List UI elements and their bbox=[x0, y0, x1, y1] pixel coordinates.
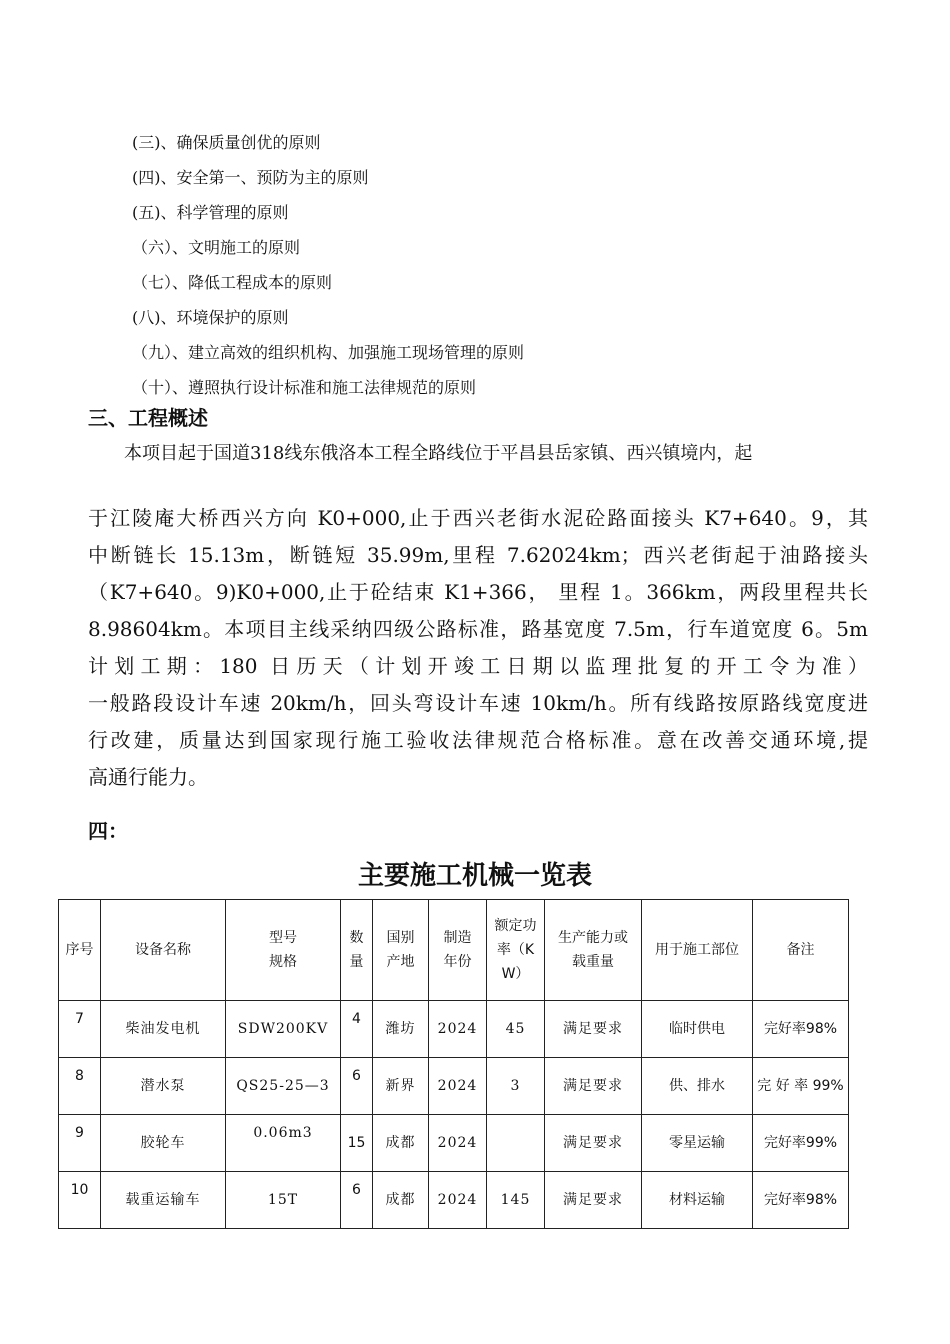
cell-name: 潜水泵 bbox=[101, 1058, 226, 1115]
cell-name: 载重运输车 bbox=[101, 1172, 226, 1229]
header-note: 备注 bbox=[753, 900, 849, 1001]
paragraph-line: 于江陵庵大桥西兴方向 K0+000,止于西兴老街水泥砼路面接头 K7+640。9，其 bbox=[88, 506, 868, 530]
cell-model: SDW200KV bbox=[226, 1001, 341, 1058]
cell-year: 2024 bbox=[429, 1001, 487, 1058]
header-usage: 用于施工部位 bbox=[642, 900, 753, 1001]
cell-power bbox=[487, 1115, 545, 1172]
header-name: 设备名称 bbox=[101, 900, 226, 1001]
cell-no: 9 bbox=[59, 1115, 101, 1172]
section-heading-overview: 三、工程概述 bbox=[88, 406, 208, 430]
cell-capacity: 满足要求 bbox=[545, 1115, 642, 1172]
cell-usage: 临时供电 bbox=[642, 1001, 753, 1058]
principle-item: （九）、建立高效的组织机构、加强施工现场管理的原则 bbox=[132, 343, 525, 362]
cell-usage: 零星运输 bbox=[642, 1115, 753, 1172]
header-year: 制造 年份 bbox=[429, 900, 487, 1001]
principle-item: （六）、文明施工的原则 bbox=[132, 238, 301, 257]
header-power: 额定功率（KW） bbox=[487, 900, 545, 1001]
cell-name: 柴油发电机 bbox=[101, 1001, 226, 1058]
paragraph-line: 一般路段设计车速 20km/h，回头弯设计车速 10km/h。所有线路按原路线宽度进 bbox=[88, 691, 868, 715]
cell-model: QS25-25—3 bbox=[226, 1058, 341, 1115]
principle-item: （七）、降低工程成本的原则 bbox=[132, 273, 333, 292]
paragraph-line: 中断链长 15.13m，断链短 35.99m,里程 7.62024km；西兴老街起于油路接头 bbox=[88, 543, 868, 567]
cell-origin: 成都 bbox=[373, 1115, 429, 1172]
cell-origin: 新界 bbox=[373, 1058, 429, 1115]
header-origin: 国别 产地 bbox=[373, 900, 429, 1001]
table-row bbox=[59, 1115, 849, 1172]
cell-capacity: 满足要求 bbox=[545, 1172, 642, 1229]
principles-list bbox=[132, 125, 892, 405]
table-header-row bbox=[59, 900, 849, 1001]
cell-origin: 成都 bbox=[373, 1172, 429, 1229]
cell-no: 10 bbox=[59, 1172, 101, 1229]
principle-item: (四)、安全第一、预防为主的原则 bbox=[132, 168, 369, 187]
cell-capacity: 满足要求 bbox=[545, 1001, 642, 1058]
cell-model: 15T bbox=[226, 1172, 341, 1229]
cell-name: 胶轮车 bbox=[101, 1115, 226, 1172]
cell-power: 145 bbox=[487, 1172, 545, 1229]
header-capacity: 生产能力或 载重量 bbox=[545, 900, 642, 1001]
paragraph-line: 行改建，质量达到国家现行施工验收法律规范合格标准。意在改善交通环境,提 bbox=[88, 728, 868, 752]
table-row bbox=[59, 1001, 849, 1058]
cell-power: 3 bbox=[487, 1058, 545, 1115]
paragraph-line: 高通行能力。 bbox=[88, 765, 208, 789]
cell-note: 完好率98% bbox=[753, 1172, 849, 1229]
cell-note: 完好率99% bbox=[753, 1115, 849, 1172]
machinery-table bbox=[58, 899, 849, 1229]
cell-year: 2024 bbox=[429, 1058, 487, 1115]
paragraph-line: 8.98604km。本项目主线采纳四级公路标准，路基宽度 7.5m，行车道宽度 6。5m bbox=[88, 617, 868, 641]
principle-item: (五)、科学管理的原则 bbox=[132, 203, 289, 222]
cell-qty: 15 bbox=[341, 1115, 373, 1172]
cell-capacity: 满足要求 bbox=[545, 1058, 642, 1115]
cell-power: 45 bbox=[487, 1001, 545, 1058]
paragraph-line: 计划工期：180 日历天（计划开竣工日期以监理批复的开工令为准） bbox=[88, 654, 868, 678]
cell-origin: 潍坊 bbox=[373, 1001, 429, 1058]
overview-paragraph bbox=[88, 500, 868, 796]
cell-usage: 供、排水 bbox=[642, 1058, 753, 1115]
header-no: 序号 bbox=[59, 900, 101, 1001]
principle-item: (三)、确保质量创优的原则 bbox=[132, 133, 321, 152]
cell-model: 0.06m3 bbox=[226, 1115, 341, 1172]
table-row bbox=[59, 1172, 849, 1229]
header-qty: 数量 bbox=[341, 900, 373, 1001]
cell-note: 完 好 率 99% bbox=[753, 1058, 849, 1115]
cell-note: 完好率98% bbox=[753, 1001, 849, 1058]
overview-paragraph-first-line: 本项目起于国道318线东俄洛本工程全路线位于平昌县岳家镇、西兴镇境内，起 bbox=[124, 443, 753, 464]
cell-year: 2024 bbox=[429, 1115, 487, 1172]
cell-qty: 4 bbox=[341, 1001, 373, 1058]
table-row bbox=[59, 1058, 849, 1115]
cell-year: 2024 bbox=[429, 1172, 487, 1229]
principle-item: (八)、环境保护的原则 bbox=[132, 308, 289, 327]
cell-qty: 6 bbox=[341, 1058, 373, 1115]
cell-no: 8 bbox=[59, 1058, 101, 1115]
paragraph-line: （K7+640。9)K0+000,止于砼结束 K1+366， 里程 1。366km，两段里程共长 bbox=[88, 580, 868, 604]
cell-qty: 6 bbox=[341, 1172, 373, 1229]
cell-no: 7 bbox=[59, 1001, 101, 1058]
section-heading-four: 四： bbox=[88, 819, 128, 843]
principle-item: （十）、遵照执行设计标准和施工法律规范的原则 bbox=[132, 378, 477, 397]
header-model: 型号 规格 bbox=[226, 900, 341, 1001]
cell-usage: 材料运输 bbox=[642, 1172, 753, 1229]
table-title: 主要施工机械一览表 bbox=[357, 861, 592, 891]
